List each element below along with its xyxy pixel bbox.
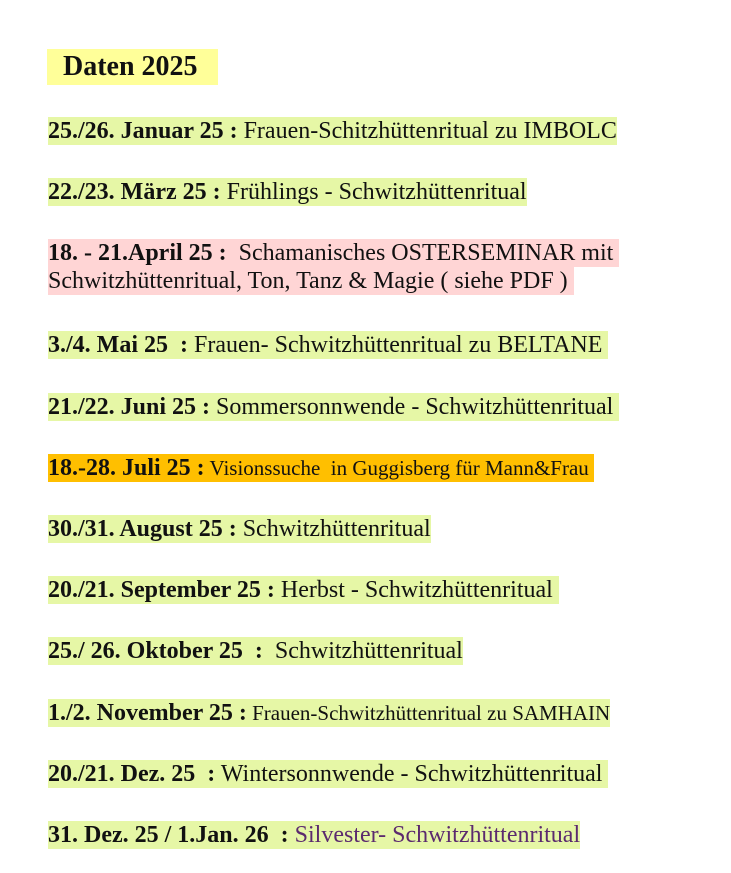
event-description: Herbst - Schwitzhüttenritual: [274, 577, 559, 603]
event-item: [48, 178, 527, 206]
event-item: [48, 117, 617, 145]
event-date: 1./2. November 25 :: [48, 700, 247, 726]
event-description: Frauen- Schwitzhüttenritual zu BELTANE: [187, 332, 609, 358]
event-date: 31. Dez. 25 / 1.Jan. 26 :: [48, 822, 289, 848]
event-description: Schwitzhüttenritual: [236, 516, 431, 542]
event-date: 22./23. März 25 :: [48, 179, 221, 205]
event-date: 18. - 21.April 25 :: [48, 240, 227, 266]
event-description: Frühlings - Schwitzhüttenritual: [220, 179, 527, 205]
page-title: Daten 2025: [47, 49, 218, 85]
event-description: Frauen-Schwitzhüttenritual zu SAMHAIN: [246, 701, 611, 725]
event-item: [48, 239, 619, 295]
event-date: 21./22. Juni 25 :: [48, 394, 211, 420]
event-description: Schwitzhüttenritual: [262, 638, 463, 664]
event-date: 20./21. Dez. 25 :: [48, 761, 216, 787]
event-date: 30./31. August 25 :: [48, 516, 237, 542]
event-item: [48, 699, 610, 727]
event-description: Sommersonnwende - Schwitzhüttenritual: [210, 394, 620, 420]
event-description: Silvester- Schwitzhüttenritual: [288, 822, 581, 848]
event-date: 25./26. Januar 25 :: [48, 118, 238, 144]
event-description: Wintersonnwende - Schwitzhüttenritual: [215, 761, 609, 787]
event-item: [48, 576, 559, 604]
event-description-continued: Schwitzhüttenritual, Ton, Tanz & Magie ( siehe PDF ): [48, 268, 568, 294]
event-date: 18.-28. Juli 25 :: [48, 455, 205, 481]
event-date: 3./4. Mai 25 :: [48, 332, 188, 358]
event-description: Visionssuche in Guggisberg für Mann&Frau: [204, 456, 595, 480]
event-description: Frauen-Schitzhüttenritual zu IMBOLC: [237, 118, 617, 144]
event-item: [48, 637, 463, 665]
event-item: [48, 515, 431, 543]
event-item: [48, 821, 580, 849]
event-item: [48, 331, 608, 359]
event-item: [48, 454, 594, 482]
event-description: Schamanisches OSTERSEMINAR mit: [226, 240, 614, 266]
event-date: 25./ 26. Oktober 25 :: [48, 638, 263, 664]
event-date: 20./21. September 25 :: [48, 577, 275, 603]
event-item: [48, 393, 619, 421]
event-item: [48, 760, 608, 788]
